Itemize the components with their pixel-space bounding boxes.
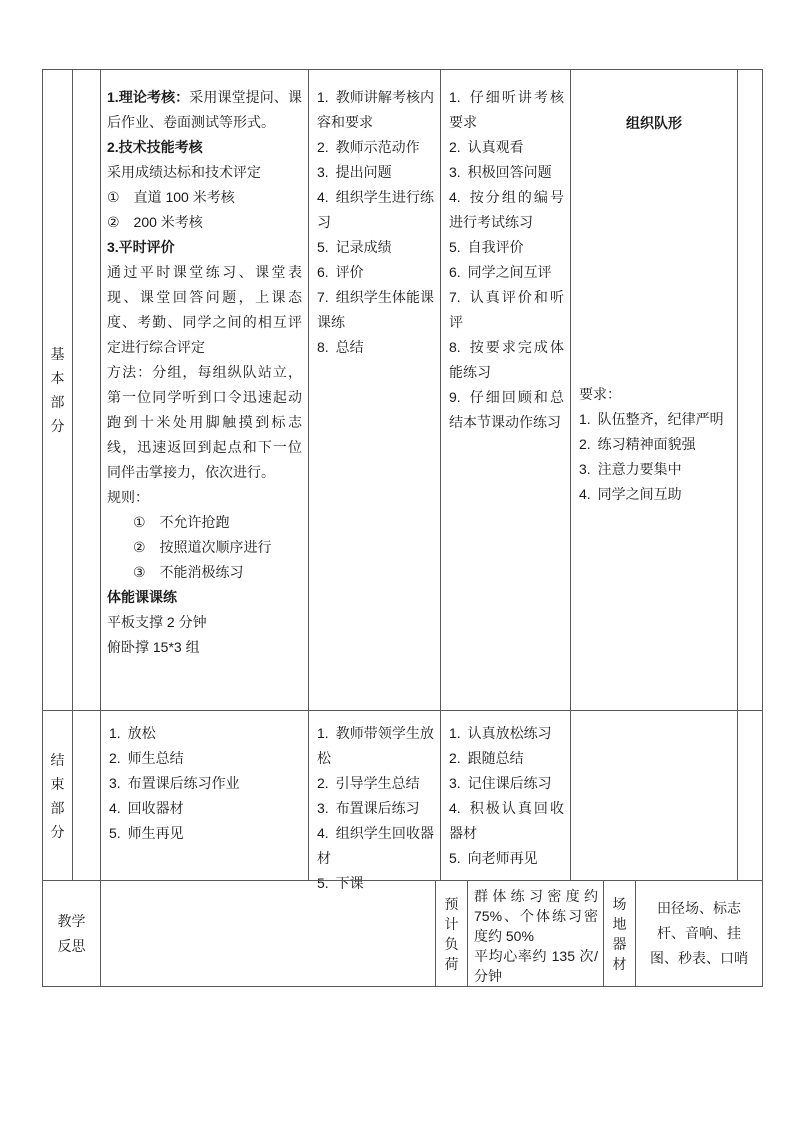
- load-heartrate-text: 平均心率约 135 次/分钟: [474, 948, 598, 984]
- teacher-activity-item: 7. 组织学生体能课课练: [317, 289, 434, 330]
- organization-formation-ending-empty: [571, 711, 738, 880]
- load-label-cell: [436, 881, 468, 986]
- teacher-activity-item: 3. 提出问题: [317, 164, 392, 180]
- reflection-label: 教学反思: [57, 912, 86, 954]
- assessment-theory-heading: 1.理论考核：: [107, 89, 190, 105]
- time-column-basic-empty: [73, 70, 101, 710]
- method-paragraph: 方法：分组，每组纵队站立，第一位同学听到口令迅速起动跑到十米处用脚触摸到标志线，迅速返回到起点和下一位同伴击掌接力，依次进行。: [107, 364, 302, 480]
- lesson-plan-table: [42, 69, 763, 987]
- teacher-activity-item: 4. 组织学生进行练习: [317, 189, 434, 230]
- requirement-item: 2. 练习精神面貌强: [579, 436, 696, 452]
- ending-content-item: 1. 放松: [109, 725, 156, 741]
- student-activity-item: 9. 仔细回顾和总结本节课动作练习: [449, 389, 564, 430]
- requirement-item: 4. 同学之间互助: [579, 486, 682, 502]
- student-activity-item: 4. 积极认真回收器材: [449, 800, 564, 841]
- teacher-activity-item: 5. 下课: [317, 875, 364, 891]
- organization-formation-basic: [571, 70, 738, 710]
- teacher-activity-item: 1. 教师带领学生放松: [317, 725, 434, 766]
- section-label-basic: 基本部分: [50, 346, 65, 434]
- rule-item: ① 不允许抢跑: [133, 514, 230, 530]
- assessment-daily-text: 通过平时课堂练习、课堂表现、课堂回答问题，上课态度、考勤、同学之间的相互评定进行综合评定: [107, 264, 302, 355]
- reflection-label-cell: [43, 881, 101, 986]
- student-activity-item: 1. 仔细听讲考核要求: [449, 89, 564, 130]
- assessment-skill-heading: 2.技术技能考核: [107, 139, 203, 155]
- equipment-list-cell: [636, 881, 762, 986]
- organization-title: 组织队形: [626, 115, 682, 131]
- student-activity-item: 4. 按分组的编号进行考试练习: [449, 189, 564, 230]
- assessment-theory-paragraph: [107, 85, 302, 135]
- venue-equipment-label: 场地器材: [612, 895, 627, 972]
- teacher-activity-item: 2. 引导学生总结: [317, 775, 420, 791]
- student-activity-item: 2. 认真观看: [449, 139, 524, 155]
- fitness-pushup-text: 俯卧撑 15*3 组: [107, 639, 200, 655]
- bottom-summary-row: [43, 880, 762, 986]
- student-activity-item: 3. 积极回答问题: [449, 164, 552, 180]
- student-activity-item: 6. 同学之间互评: [449, 264, 552, 280]
- requirement-item: 1. 队伍整齐，纪律严明: [579, 411, 724, 427]
- right-margin-column-ending-empty: [738, 711, 762, 880]
- reflection-content-empty: [101, 881, 436, 986]
- ending-section-row: [43, 710, 762, 891]
- teacher-activity-item: 3. 布置课后练习: [317, 800, 420, 816]
- teacher-activity-item: 8. 总结: [317, 339, 364, 355]
- rule-item: ② 按照道次顺序进行: [133, 539, 272, 555]
- time-column-ending-empty: [73, 711, 101, 880]
- estimated-load-cell: [468, 881, 604, 986]
- requirement-item: 3. 注意力要集中: [579, 461, 682, 477]
- student-activity-item: 2. 跟随总结: [449, 750, 524, 766]
- section-label-cell-basic: [43, 70, 73, 710]
- teacher-activity-item: 4. 组织学生回收器材: [317, 825, 434, 866]
- teacher-activity-basic: [309, 70, 441, 710]
- rules-label: 规则：: [107, 489, 149, 505]
- student-activity-item: 1. 认真放松练习: [449, 725, 552, 741]
- assessment-skill-text: 采用成绩达标和技术评定: [107, 164, 261, 180]
- teacher-activity-item: 6. 评价: [317, 264, 364, 280]
- load-density-text: 群体练习密度约 75%、个体练习密度约 50%: [474, 888, 598, 944]
- assessment-item-100m: ① 直道 100 米考核: [107, 189, 235, 205]
- rule-item: ③ 不能消极练习: [133, 564, 244, 580]
- student-activity-item: 5. 自我评价: [449, 239, 524, 255]
- right-margin-column-basic-empty: [738, 70, 762, 710]
- ending-content-item: 4. 回收器材: [109, 800, 184, 816]
- student-activity-item: 7. 认真评价和听评: [449, 289, 564, 330]
- section-label-cell-ending: [43, 711, 73, 880]
- teacher-activity-item: 2. 教师示范动作: [317, 139, 420, 155]
- student-activity-basic: [441, 70, 571, 710]
- estimated-load-label: 预计负荷: [444, 895, 459, 972]
- student-activity-ending: [441, 711, 571, 880]
- basic-section-row: [43, 70, 762, 710]
- assessment-item-200m: ② 200 米考核: [107, 214, 203, 230]
- fitness-practice-heading: 体能课课练: [107, 589, 177, 605]
- teacher-activity-item: 5. 记录成绩: [317, 239, 392, 255]
- ending-content-item: 3. 布置课后练习作业: [109, 775, 240, 791]
- section-label-ending: 结束部分: [50, 751, 65, 840]
- assessment-theory-text: 采用课堂提问、课后作业、卷面测试等形式。: [107, 89, 302, 130]
- requirements-label: 要求：: [579, 386, 621, 402]
- teacher-activity-ending: [309, 711, 441, 891]
- equipment-list-text: 田径场、标志杆、音响、挂图、秒表、口哨: [650, 900, 748, 966]
- ending-content-item: 5. 师生再见: [109, 825, 184, 841]
- student-activity-item: 8. 按要求完成体能练习: [449, 339, 564, 380]
- student-activity-item: 3. 记住课后练习: [449, 775, 552, 791]
- teaching-content-ending: [101, 711, 309, 880]
- teacher-activity-item: 1. 教师讲解考核内容和要求: [317, 89, 434, 130]
- teaching-content-basic: [101, 70, 309, 710]
- fitness-plank-text: 平板支撑 2 分钟: [107, 614, 207, 630]
- venue-label-cell: [604, 881, 636, 986]
- assessment-daily-heading: 3.平时评价: [107, 239, 175, 255]
- ending-content-item: 2. 师生总结: [109, 750, 184, 766]
- student-activity-item: 5. 向老师再见: [449, 850, 538, 866]
- requirements-block: [579, 382, 729, 507]
